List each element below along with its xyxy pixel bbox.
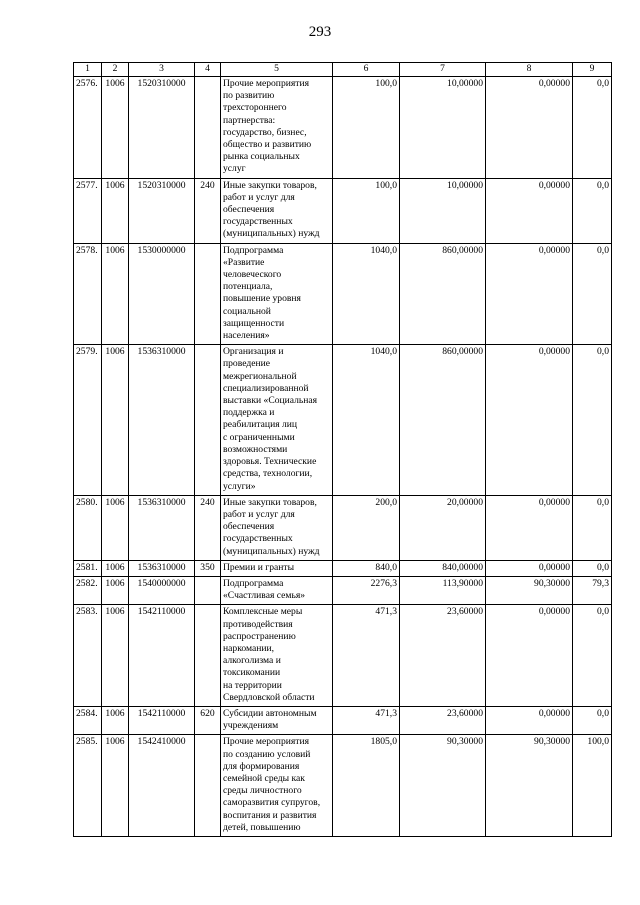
column-header: 8 <box>486 63 573 77</box>
item-name-cell: Подпрограмма «Счастливая семья» <box>221 576 333 604</box>
target-code-cell: 1542110000 <box>129 605 195 707</box>
amount-cell: 20,00000 <box>400 495 486 560</box>
column-header: 1 <box>74 63 102 77</box>
target-code-cell: 1520310000 <box>129 178 195 243</box>
amount-cell: 23,60000 <box>400 605 486 707</box>
column-header: 4 <box>195 63 221 77</box>
expense-type-cell <box>195 735 221 837</box>
row-number-cell: 2577. <box>74 178 102 243</box>
amount-cell: 90,30000 <box>486 735 573 837</box>
section-code-cell: 1006 <box>102 605 129 707</box>
table-row <box>74 605 612 707</box>
amount-cell: 840,00000 <box>400 560 486 576</box>
column-header: 3 <box>129 63 195 77</box>
percent-cell: 79,3 <box>573 576 612 604</box>
table-row <box>74 345 612 495</box>
amount-cell: 471,3 <box>333 605 400 707</box>
target-code-cell: 1536310000 <box>129 345 195 495</box>
expense-type-cell: 240 <box>195 178 221 243</box>
amount-cell: 90,30000 <box>486 576 573 604</box>
target-code-cell: 1530000000 <box>129 243 195 345</box>
page-number: 293 <box>308 24 332 40</box>
amount-cell: 100,0 <box>333 77 400 179</box>
percent-cell: 0,0 <box>573 605 612 707</box>
header-row <box>74 63 612 77</box>
amount-cell: 23,60000 <box>400 706 486 734</box>
column-header: 9 <box>573 63 612 77</box>
row-number-cell: 2578. <box>74 243 102 345</box>
column-header: 6 <box>333 63 400 77</box>
item-name-cell: Иные закупки товаров, работ и услуг для обеспечения государственных (муниципальных) нужд <box>221 495 333 560</box>
row-number-cell: 2581. <box>74 560 102 576</box>
item-name-cell: Прочие мероприятия по созданию условий для формирования семейной среды как среды личностного саморазвития супругов, воспитания и развития детей, повышению <box>221 735 333 837</box>
item-name-cell: Прочие мероприятия по развитию трехстороннего партнерства: государство, бизнес, общество и развитию рынка социальных услуг <box>221 77 333 179</box>
table-row <box>74 495 612 560</box>
table-row <box>74 560 612 576</box>
item-name-cell: Субсидии автономным учреждениям <box>221 706 333 734</box>
amount-cell: 113,90000 <box>400 576 486 604</box>
expense-type-cell <box>195 77 221 179</box>
section-code-cell: 1006 <box>102 706 129 734</box>
item-name-cell: Комплексные меры противодействия распространению наркомании, алкоголизма и токсикомании на территории Свердловской области <box>221 605 333 707</box>
expense-type-cell: 350 <box>195 560 221 576</box>
percent-cell: 0,0 <box>573 77 612 179</box>
percent-cell: 0,0 <box>573 706 612 734</box>
amount-cell: 0,00000 <box>486 345 573 495</box>
section-code-cell: 1006 <box>102 178 129 243</box>
section-code-cell: 1006 <box>102 77 129 179</box>
table-row <box>74 243 612 345</box>
percent-cell: 0,0 <box>573 495 612 560</box>
expense-type-cell <box>195 576 221 604</box>
percent-cell: 0,0 <box>573 560 612 576</box>
amount-cell: 840,0 <box>333 560 400 576</box>
target-code-cell: 1542110000 <box>129 706 195 734</box>
row-number-cell: 2580. <box>74 495 102 560</box>
table-row <box>74 178 612 243</box>
row-number-cell: 2579. <box>74 345 102 495</box>
expense-type-cell <box>195 605 221 707</box>
row-number-cell: 2583. <box>74 605 102 707</box>
amount-cell: 0,00000 <box>486 77 573 179</box>
expense-type-cell: 240 <box>195 495 221 560</box>
amount-cell: 0,00000 <box>486 495 573 560</box>
item-name-cell: Премии и гранты <box>221 560 333 576</box>
target-code-cell: 1540000000 <box>129 576 195 604</box>
amount-cell: 1805,0 <box>333 735 400 837</box>
amount-cell: 0,00000 <box>486 560 573 576</box>
amount-cell: 0,00000 <box>486 706 573 734</box>
item-name-cell: Подпрограмма «Развитие человеческого потенциала, повышение уровня социальной защищенности населения» <box>221 243 333 345</box>
section-code-cell: 1006 <box>102 495 129 560</box>
amount-cell: 1040,0 <box>333 345 400 495</box>
section-code-cell: 1006 <box>102 243 129 345</box>
column-header: 7 <box>400 63 486 77</box>
row-number-cell: 2576. <box>74 77 102 179</box>
amount-cell: 200,0 <box>333 495 400 560</box>
amount-cell: 2276,3 <box>333 576 400 604</box>
item-name-cell: Организация и проведение межрегиональной специализированной выставки «Социальная поддержка и реабилитация лиц с ограниченными возможностями здоровья. Технические средства, технологии, услуги» <box>221 345 333 495</box>
section-code-cell: 1006 <box>102 576 129 604</box>
expense-type-cell <box>195 345 221 495</box>
amount-cell: 860,00000 <box>400 243 486 345</box>
target-code-cell: 1536310000 <box>129 495 195 560</box>
amount-cell: 10,00000 <box>400 77 486 179</box>
amount-cell: 1040,0 <box>333 243 400 345</box>
amount-cell: 90,30000 <box>400 735 486 837</box>
row-number-cell: 2584. <box>74 706 102 734</box>
amount-cell: 100,0 <box>333 178 400 243</box>
amount-cell: 10,00000 <box>400 178 486 243</box>
percent-cell: 0,0 <box>573 345 612 495</box>
amount-cell: 0,00000 <box>486 178 573 243</box>
section-code-cell: 1006 <box>102 345 129 495</box>
target-code-cell: 1536310000 <box>129 560 195 576</box>
row-number-cell: 2582. <box>74 576 102 604</box>
amount-cell: 0,00000 <box>486 243 573 345</box>
amount-cell: 0,00000 <box>486 605 573 707</box>
table-row <box>74 706 612 734</box>
column-header: 5 <box>221 63 333 77</box>
amount-cell: 860,00000 <box>400 345 486 495</box>
section-code-cell: 1006 <box>102 560 129 576</box>
percent-cell: 0,0 <box>573 178 612 243</box>
expense-type-cell: 620 <box>195 706 221 734</box>
section-code-cell: 1006 <box>102 735 129 837</box>
target-code-cell: 1520310000 <box>129 77 195 179</box>
percent-cell: 100,0 <box>573 735 612 837</box>
table-row <box>74 576 612 604</box>
item-name-cell: Иные закупки товаров, работ и услуг для обеспечения государственных (муниципальных) нужд <box>221 178 333 243</box>
amount-cell: 471,3 <box>333 706 400 734</box>
table-row <box>74 735 612 837</box>
budget-table <box>73 62 612 837</box>
table-row <box>74 77 612 179</box>
target-code-cell: 1542410000 <box>129 735 195 837</box>
table-body <box>74 77 612 837</box>
expense-type-cell <box>195 243 221 345</box>
row-number-cell: 2585. <box>74 735 102 837</box>
column-header: 2 <box>102 63 129 77</box>
percent-cell: 0,0 <box>573 243 612 345</box>
